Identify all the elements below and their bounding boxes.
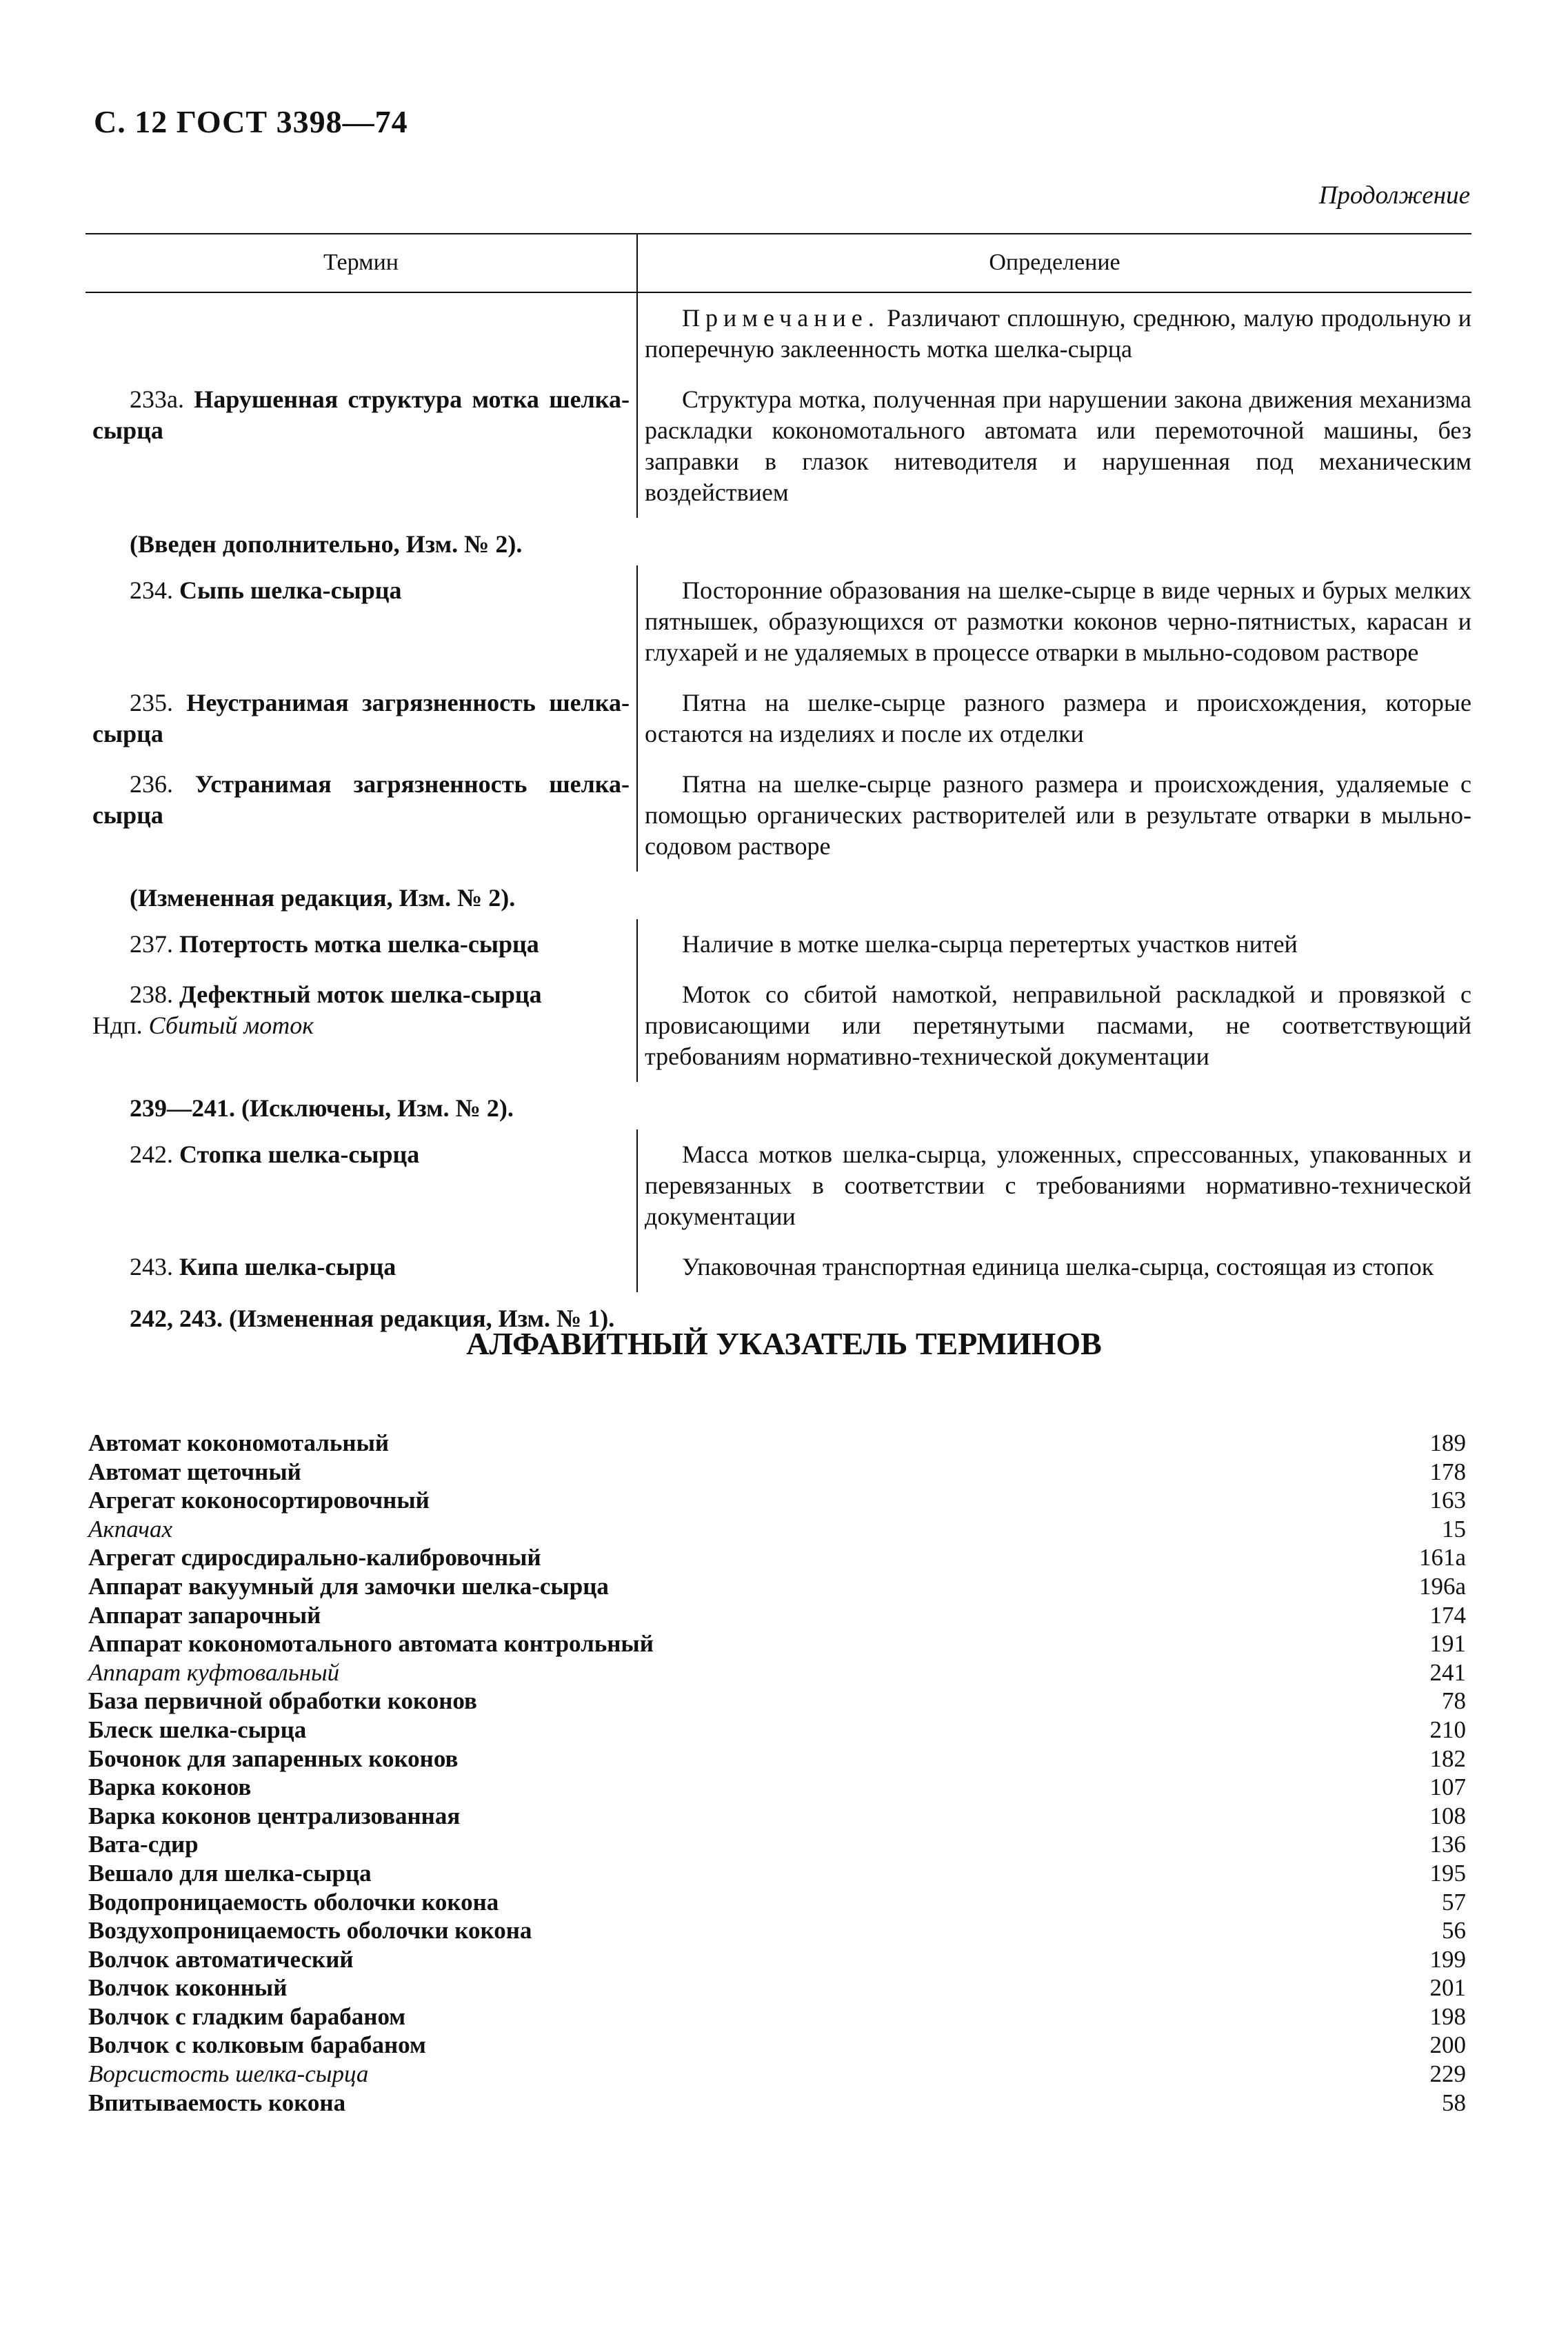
index-page-number: 200 [1429, 2031, 1466, 2059]
definition-cell: Пятна на шелке-сырце разного размера и происхождения, которые остаются на изделиях и после их отделки [637, 678, 1471, 759]
index-page-number: 191 [1429, 1630, 1466, 1658]
index-term: База первичной обработки коконов [88, 1687, 477, 1715]
index-entry [88, 2060, 1466, 2089]
index-page-number: 189 [1429, 1429, 1466, 1456]
index-entry [88, 1745, 1466, 1774]
term-name: Сыпь шелка-сырца [179, 576, 402, 604]
index-entry [88, 1973, 1466, 2002]
index-entry [88, 1629, 1466, 1658]
index-term: Агрегат сдиросдирально-калибровочный [88, 1544, 541, 1571]
note-label: Примечание. [682, 304, 880, 332]
index-entry [88, 1601, 1466, 1630]
term-name: Устранимая загрязненность шелка-сырца [92, 770, 630, 829]
index-term: Волчок с колковым барабаном [88, 2031, 426, 2059]
index-page-number: 241 [1429, 1658, 1466, 1686]
table-row [86, 1129, 1471, 1242]
note-cell [637, 292, 1471, 374]
index-term: Водопроницаемость оболочки кокона [88, 1888, 499, 1916]
term-cell: 242. Стопка шелка-сырца [130, 1141, 420, 1168]
index-page-number: 174 [1429, 1601, 1466, 1629]
index-entry [88, 1859, 1466, 1888]
index-entry [88, 1716, 1466, 1745]
term-name: Нарушенная структура мотка шелка-сырца [92, 385, 630, 444]
table-row-amendment [86, 872, 1471, 919]
index-term: Варка коконов централизованная [88, 1802, 461, 1829]
index-page-number: 136 [1429, 1831, 1466, 1858]
definition-cell: Структура мотка, полученная при нарушении закона движения механизма раскладки кокономотального автомата или перемоточной машины, без заправки в глазок нитеводителя и нарушенная под механическим воздействием [637, 374, 1471, 518]
index-page-number: 195 [1429, 1859, 1466, 1887]
index-entry [88, 1458, 1466, 1487]
index-entry [88, 1486, 1466, 1515]
definition-cell: Моток со сбитой намоткой, неправильной раскладкой и провязкой с провисающими или перетянутыми пасмами, не соответствующий требованиям нормативно-технической документации [637, 969, 1471, 1082]
term-cell: 234. Сыпь шелка-сырца [130, 576, 402, 604]
table-row [86, 565, 1471, 678]
index-term: Ворсистость шелка-сырца [88, 2060, 369, 2088]
amendment-note: (Измененная редакция, Изм. № 2). [130, 884, 516, 912]
term-cell: 243. Кипа шелка-сырца [130, 1253, 396, 1280]
index-page-number: 199 [1429, 1945, 1466, 1973]
index-term: Вата-сдир [88, 1831, 199, 1858]
amendment-note: (Введен дополнительно, Изм. № 2). [130, 530, 523, 558]
index-page-number: 15 [1442, 1515, 1466, 1543]
term-cell: 237. Потертость мотка шелка-сырца [130, 930, 539, 958]
index-term: Вешало для шелка-сырца [88, 1859, 372, 1887]
index-page-number: 56 [1442, 1917, 1466, 1945]
term-name: Неустранимая загрязненность шелка-сырца [92, 689, 630, 747]
index-entry [88, 2002, 1466, 2031]
index-term: Аппарат вакуумный для замочки шелка-сырца [88, 1572, 609, 1600]
index-entry [88, 1687, 1466, 1716]
term-name: Дефектный моток шелка-сырца [179, 981, 542, 1008]
index-term: Волчок коконный [88, 1974, 288, 2002]
table-row [86, 1242, 1471, 1292]
index-term: Блеск шелка-сырца [88, 1716, 307, 1743]
index-entry [88, 2031, 1466, 2060]
table-row [86, 374, 1471, 518]
column-header-definition: Определение [637, 234, 1471, 292]
index-page-number: 58 [1442, 2089, 1466, 2116]
index-term: Аппарат куфтовальный [88, 1658, 340, 1686]
table-row [86, 678, 1471, 759]
index-entry [88, 1515, 1466, 1544]
index-term: Аппарат кокономотального автомата контрольный [88, 1630, 654, 1658]
amendment-note: 242, 243. (Измененная редакция, Изм. № 1). [130, 1305, 615, 1332]
index-term: Автомат кокономотальный [88, 1429, 390, 1456]
term-cell: 235. Неустранимая загрязненность шелка-сырца [92, 689, 630, 747]
index-page-number: 198 [1429, 2002, 1466, 2030]
term-cell: 238. Дефектный моток шелка-сырца Ндп. Сбитый моток [92, 981, 542, 1039]
index-page-number: 210 [1429, 1716, 1466, 1743]
table-row [86, 969, 1471, 1082]
index-page-number: 201 [1429, 1974, 1466, 2002]
index-term: Варка коконов [88, 1774, 252, 1801]
index-entry [88, 1830, 1466, 1859]
terms-table [86, 233, 1471, 1340]
index-title: АЛФАВИТНЫЙ УКАЗАТЕЛЬ ТЕРМИНОВ [466, 1326, 1102, 1361]
index-page-number: 229 [1429, 2060, 1466, 2088]
term-cell: 233а. Нарушенная структура мотка шелка-сырца [92, 385, 630, 444]
column-header-term: Термин [86, 234, 637, 292]
page-header: С. 12 ГОСТ 3398—74 [94, 104, 408, 139]
index-page-number: 108 [1429, 1802, 1466, 1829]
synonym-term: Сбитый моток [148, 1012, 314, 1039]
term-cell: 236. Устранимая загрязненность шелка-сырца [92, 770, 630, 829]
index-term: Воздухопроницаемость оболочки кокона [88, 1917, 532, 1945]
continuation-label: Продолжение [1318, 181, 1470, 210]
index-entry [88, 1429, 1466, 1458]
term-name: Потертость мотка шелка-сырца [179, 930, 539, 958]
table-row [86, 759, 1471, 872]
index-term: Агрегат коконосортировочный [88, 1487, 430, 1514]
note-text: Различают сплошную, среднюю, малую продольную и поперечную заклеенность мотка шелка-сырца [645, 304, 1472, 363]
index-entry [88, 2089, 1466, 2118]
definition-cell: Наличие в мотке шелка-сырца перетертых участков нитей [637, 919, 1471, 969]
table-row [86, 919, 1471, 969]
index-term: Аппарат запарочный [88, 1601, 321, 1629]
term-name: Стопка шелка-сырца [179, 1141, 420, 1168]
table-row-amendment [86, 518, 1471, 565]
synonym-label: Ндп. [92, 1012, 143, 1039]
definition-cell: Масса мотков шелка-сырца, уложенных, спрессованных, упакованных и перевязанных в соответствии с требованиями нормативно-технической документации [637, 1129, 1471, 1242]
index-term: Бочонок для запаренных коконов [88, 1745, 459, 1772]
index-page-number: 182 [1429, 1745, 1466, 1772]
index-term: Впитываемость кокона [88, 2089, 346, 2116]
index-page-number: 178 [1429, 1458, 1466, 1485]
index-page-number: 107 [1429, 1774, 1466, 1801]
index-page-number: 78 [1442, 1687, 1466, 1715]
index-entry [88, 1543, 1466, 1572]
amendment-note: 239—241. (Исключены, Изм. № 2). [130, 1094, 514, 1122]
table-row-amendment [86, 1082, 1471, 1129]
definition-cell: Упаковочная транспортная единица шелка-сырца, состоящая из стопок [637, 1242, 1471, 1292]
index-term: Акпачах [88, 1515, 173, 1543]
table-row-note [86, 292, 1471, 374]
definition-cell: Посторонние образования на шелке-сырце в виде черных и бурых мелких пятнышек, образующихся от размотки коконов черно-пятнистых, карасан и глухарей и не удаляемых в процессе отварки в мыльно-содовом растворе [637, 565, 1471, 678]
index-entry [88, 1773, 1466, 1802]
index-entry [88, 1572, 1466, 1601]
index-page-number: 57 [1442, 1888, 1466, 1916]
index-page-number: 163 [1429, 1487, 1466, 1514]
index-entry [88, 1945, 1466, 1974]
index-entry [88, 1802, 1466, 1831]
index-entry [88, 1916, 1466, 1945]
index-entry [88, 1658, 1466, 1687]
term-name: Кипа шелка-сырца [179, 1253, 396, 1280]
terms-table-container [86, 233, 1471, 1340]
definition-cell: Пятна на шелке-сырце разного размера и происхождения, удаляемые с помощью органических растворителей или в результате отварки в мыльно-содовом растворе [637, 759, 1471, 872]
index-term: Автомат щеточный [88, 1458, 301, 1485]
index-term: Волчок с гладким барабаном [88, 2002, 406, 2030]
table-header-row [86, 234, 1471, 292]
index-page-number: 196а [1418, 1572, 1466, 1600]
index-term: Волчок автоматический [88, 1945, 354, 1973]
alphabetical-index [88, 1429, 1466, 2117]
index-entry [88, 1888, 1466, 1917]
index-page-number: 161а [1418, 1544, 1466, 1571]
